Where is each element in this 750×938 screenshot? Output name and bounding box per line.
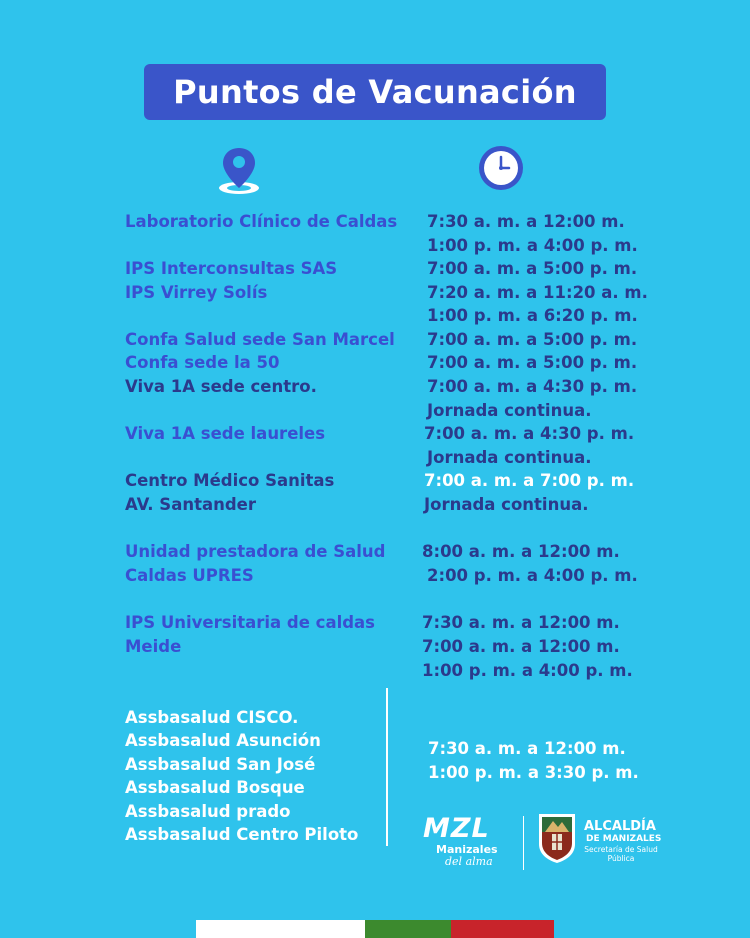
assbasalud-name: Assbasalud prado xyxy=(125,802,291,821)
location-pin-icon xyxy=(217,146,261,196)
place-hours: 1:00 p. m. a 4:00 p. m. xyxy=(427,236,638,255)
place-hours: 7:00 a. m. a 4:30 p. m. xyxy=(424,424,635,443)
mzl-logo-sub: Manizales xyxy=(436,843,498,856)
place-name: Confa Salud sede San Marcel xyxy=(125,330,395,349)
manizales-coat-of-arms-icon xyxy=(537,812,577,864)
flag-band-white xyxy=(196,920,365,938)
place-hours: Jornada continua. xyxy=(427,448,592,467)
place-name: Centro Médico Sanitas xyxy=(125,471,335,490)
title-banner xyxy=(144,64,606,120)
place-name: Laboratorio Clínico de Caldas xyxy=(125,212,398,231)
page-title: Puntos de Vacunación xyxy=(173,73,577,111)
place-name: Viva 1A sede laureles xyxy=(125,424,326,443)
place-name: IPS Universitaria de caldas xyxy=(125,613,375,632)
place-name: Meide xyxy=(125,637,182,656)
place-hours: 2:00 p. m. a 4:00 p. m. xyxy=(427,566,638,585)
assbasalud-name: Assbasalud Bosque xyxy=(125,778,305,797)
mzl-logo xyxy=(423,814,517,870)
place-hours: 7:00 a. m. a 5:00 p. m. xyxy=(427,330,638,349)
mzl-logo-main: MZL xyxy=(423,813,490,844)
place-hours: Jornada continua. xyxy=(427,401,592,420)
place-name: AV. Santander xyxy=(125,495,256,514)
alcaldia-line1: ALCALDÍA xyxy=(584,819,656,834)
place-hours: 7:00 a. m. a 5:00 p. m. xyxy=(427,259,638,278)
place-hours: Jornada continua. xyxy=(424,495,589,514)
flag-band-green xyxy=(365,920,451,938)
logo-separator xyxy=(523,816,524,870)
place-name: Caldas UPRES xyxy=(125,566,254,585)
place-hours: 7:00 a. m. a 12:00 m. xyxy=(422,637,620,656)
place-hours: 7:00 a. m. a 4:30 p. m. xyxy=(427,377,638,396)
place-hours: 7:00 a. m. a 5:00 p. m. xyxy=(427,353,638,372)
alcaldia-secretaria xyxy=(584,845,658,863)
place-name: Viva 1A sede centro. xyxy=(125,377,317,396)
mzl-logo-tagline: del alma xyxy=(445,855,493,868)
place-name: IPS Interconsultas SAS xyxy=(125,259,338,278)
alcaldia-line4: Pública xyxy=(607,854,635,863)
assbasalud-hours: 1:00 p. m. a 3:30 p. m. xyxy=(428,763,639,782)
place-hours: 7:30 a. m. a 12:00 m. xyxy=(427,212,625,231)
flag-band-red xyxy=(451,920,554,938)
vertical-divider xyxy=(386,688,388,846)
place-hours: 7:00 a. m. a 7:00 p. m. xyxy=(424,471,635,490)
place-name: Confa sede la 50 xyxy=(125,353,280,372)
assbasalud-hours: 7:30 a. m. a 12:00 m. xyxy=(428,739,626,758)
place-hours: 1:00 p. m. a 4:00 p. m. xyxy=(422,661,633,680)
place-hours: 1:00 p. m. a 6:20 p. m. xyxy=(427,306,638,325)
place-name: Unidad prestadora de Salud xyxy=(125,542,386,561)
assbasalud-name: Assbasalud San José xyxy=(125,755,316,774)
alcaldia-line3: Secretaría de Salud xyxy=(584,845,658,854)
assbasalud-name: Assbasalud Asunción xyxy=(125,731,321,750)
clock-icon xyxy=(478,145,524,191)
place-name: IPS Virrey Solís xyxy=(125,283,268,302)
place-hours: 8:00 a. m. a 12:00 m. xyxy=(422,542,620,561)
place-hours: 7:30 a. m. a 12:00 m. xyxy=(422,613,620,632)
place-hours: 7:20 a. m. a 11:20 a. m. xyxy=(427,283,648,302)
assbasalud-name: Assbasalud CISCO. xyxy=(125,708,299,727)
assbasalud-name: Assbasalud Centro Piloto xyxy=(125,825,359,844)
alcaldia-line2: DE MANIZALES xyxy=(586,834,662,844)
